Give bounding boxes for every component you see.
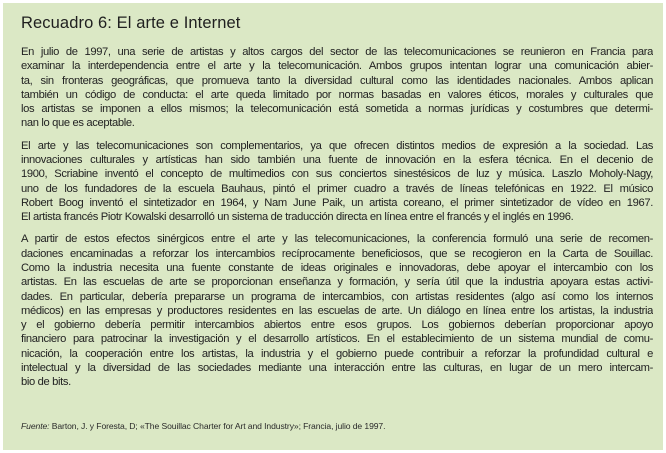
paragraph-line: examinar la interdependencia entre el arte y la telecomunicación. Ambos grupos intentan lograr una comunicación abier- — [21, 60, 653, 73]
source-label: Fuente: — [21, 421, 50, 431]
paragraph-line: Como la industria necesita una fuente constante de ideas originales e innovadoras, debe apoyar el intercambio con los — [21, 261, 653, 274]
paragraph-line: médicos) en las empresas y productores residentes en las escuelas de arte. Un diálogo en línea entre los artistas, la industria — [21, 304, 653, 317]
paragraph-line: El artista francés Piotr Kowalski desarrolló un sistema de traducción directa en línea entre el francés y el inglés en 1996. — [21, 211, 574, 224]
source-text: Barton, J. y Foresta, D; «The Souillac Charter for Art and Industry»; Francia, julio de 1997. — [49, 421, 386, 431]
paragraph-1 — [21, 45, 653, 131]
paragraph-line: dades. En particular, debería prepararse un programa de intercambios, con artistas residentes (algo así como los internos — [21, 290, 653, 303]
paragraph-line: financiero para patrocinar la investigación y el desarrollo artísticos. En el establecimiento de un sistema mundial de comu- — [21, 333, 653, 346]
paragraph-line: daciones encaminadas a reforzar los intercambios recíprocamente beneficiosos, que se recogieron en la Carta de Souillac. — [21, 247, 653, 260]
paragraph-line: también un código de conducta: el arte queda limitado por normas basadas en valores éticos, morales y culturales que — [21, 88, 653, 101]
paragraph-line: y el gobierno debería permitir intercambios abiertos entre esos grupos. Los gobiernos deberían proporcionar apoyo — [21, 319, 653, 332]
source-citation — [21, 421, 385, 431]
paragraph-line: innovaciones culturales y artísticas han sido también una fuente de innovación en la esfera técnica. En el decenio de — [21, 153, 653, 166]
paragraph-line: El arte y las telecomunicaciones son complementarios, ya que ofrecen distintos medios de expresión a la sociedad. Las — [21, 139, 653, 152]
paragraph-line: uno de los fundadores de la escuela Bauhaus, pintó el primer cuadro a través de líneas telefónicas en 1922. El músico — [21, 182, 653, 195]
paragraph-2 — [21, 139, 653, 225]
box-title: Recuadro 6: El arte e Internet — [21, 14, 241, 32]
text-box — [3, 3, 663, 450]
paragraph-line: nicación, la cooperación entre los artistas, la industria y el gobierno puede contribuir a reforzar la profundidad cultural e — [21, 347, 653, 360]
paragraph-line: bio de bits. — [21, 376, 71, 389]
paragraph-line: 1900, Scriabine inventó el concepto de multimedios con sus conciertos sinestésicos de luz y música. Laszlo Moholy-Nagy, — [21, 168, 653, 181]
paragraph-line: artistas. En las escuelas de arte se proporcionan enseñanza y formación, y sería útil que la industria apoyara estas activi- — [21, 276, 653, 289]
paragraph-line: A partir de estos efectos sinérgicos entre el arte y las telecomunicaciones, la conferencia formuló una serie de recomen- — [21, 233, 653, 246]
paragraph-line: ta, sin fronteras geográficas, que promueva tanto la diversidad cultural como las identidades nacionales. Ambos aplican — [21, 74, 653, 87]
paragraph-line: nan lo que es aceptable. — [21, 117, 135, 130]
paragraph-line: Robert Boog inventó el sintetizador en 1964, y Nam June Paik, un artista coreano, el primer sintetizador de vídeo en 1967. — [21, 196, 653, 209]
paragraph-3 — [21, 232, 653, 389]
paragraph-line: En julio de 1997, una serie de artistas y altos cargos del sector de las telecomunicaciones se reunieron en Francia para — [21, 46, 653, 58]
paragraph-line: los artistas se imponen a ellos mismos; la telecomunicación está sometida a normas jurídicas y costumbres que determi- — [21, 103, 653, 116]
paragraph-line: intelectual y la diversidad de las sociedades mediante una interacción entre las culturas, en lugar de un mero intercam- — [21, 362, 653, 375]
box-body — [21, 45, 653, 398]
